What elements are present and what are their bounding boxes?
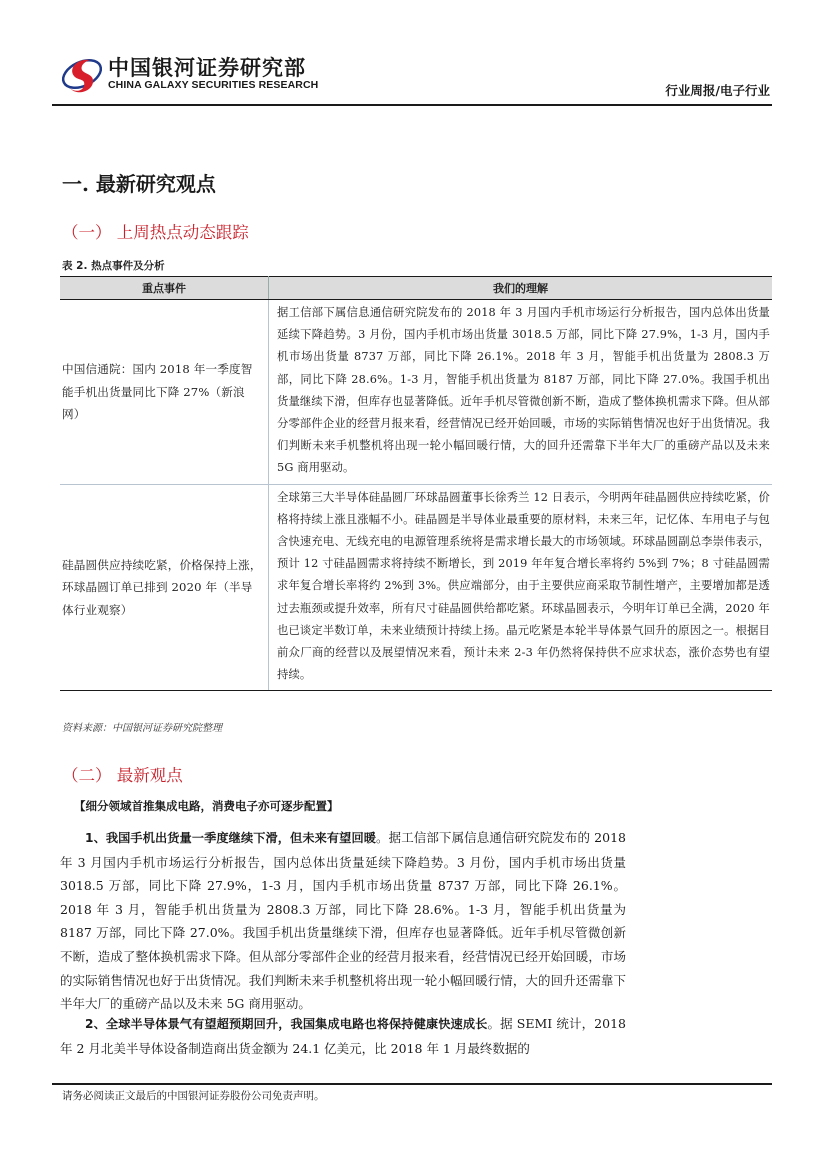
column-header-analysis: 我们的理解: [269, 277, 773, 300]
table-row: [60, 300, 772, 485]
report-type: 行业周报/电子行业: [665, 83, 770, 98]
header-divider: [52, 104, 772, 106]
footer-divider: [52, 1083, 772, 1085]
paragraph-lead: 2、全球半导体景气有望超预期回升，我国集成电路也将保持健康快速成长: [85, 1017, 488, 1031]
table-header-row: [60, 277, 772, 300]
table-source-note: 资料来源：中国银河证券研究院整理: [62, 723, 222, 734]
logo-english-name: CHINA GALAXY SECURITIES RESEARCH: [108, 79, 319, 91]
logo-chinese-name: 中国银河证券研究部: [108, 56, 306, 80]
paragraph-body: 。据工信部下属信息通信研究院发布的 2018 年 3 月国内手机市场运行分析报告，国内总体出货量延续下降趋势。3 月份，国内手机市场出货量 3018.5 万部，同比下降 27.9%，1-3 月，国内手机市场出货量 8737 万部，同比下降 26.1%。2018 年 3 月，智能手机出货量为 2808.3 万部，同比下降 28.6%。1-3 月，智能手机出货量为 8187 万部，同比下降 27.0%。我国手机出货量继续下滑，但库存也显著降低。近年手机尽管微创新不断，造成了整体换机需求下降。但从部分零部件企业的经营月报来看，经营情况已经开始回暖，市场的实际销售情况也好于出货情况。我们判断未来手机整机将出现一轮小幅回暖行情，大的回升还需靠下半年大厂的重磅产品以及未来 5G 商用驱动。: [60, 830, 626, 1012]
paragraph-phone-shipments: [60, 826, 626, 1016]
section-title: 一. 最新研究观点: [62, 172, 216, 196]
paragraph-body: 。据 SEMI 统计，2018 年 2 月北美半导体设备制造商出货金额为 24.1 亿美元，比 2018 年 1 月最终数据的: [60, 1016, 626, 1056]
hot-events-table: [60, 276, 772, 691]
subsection-title-hot-events: （一） 上周热点动态跟踪: [62, 223, 249, 242]
views-banner: 【细分领域首推集成电路，消费电子亦可逐步配置】: [74, 799, 339, 813]
table-row: [60, 484, 772, 691]
footer-disclaimer: 请务必阅读正文最后的中国银河证券股份公司免责声明。: [62, 1090, 325, 1102]
event-cell: 中国信通院：国内 2018 年一季度智能手机出货量同比下降 27%（新浪网）: [60, 300, 269, 485]
event-cell: 硅晶圆供应持续吃紧，价格保持上涨，环球晶圆订单已排到 2020 年（半导体行业观察）: [60, 484, 269, 691]
paragraph-semiconductor: [60, 1012, 626, 1060]
table-caption: 表 2. 热点事件及分析: [62, 260, 165, 272]
column-header-event: 重点事件: [60, 277, 269, 300]
page-header: [52, 48, 772, 104]
analysis-cell: 全球第三大半导体硅晶圆厂环球晶圆董事长徐秀兰 12 日表示，今明两年硅晶圆供应持续吃紧，价格将持续上涨且涨幅不小。硅晶圆是半导体业最重要的原材料，未来三年，记忆体、车用电子与包含快速充电、无线充电的电源管理系统将是需求增长最大的市场领域。环球晶圆副总李崇伟表示，预计 12 寸硅晶圆需求将持续不断增长，到 2019 年年复合增长率将约 5%到 7%；8 寸硅晶圆需求年复合增长率将约 2%到 3%。供应端部分，由于主要供应商采取节制性增产，主要增加都是透过去瓶颈或提升效率，所有尺寸硅晶圆供给都吃紧。环球晶圆表示，今明年订单已全满，2020 年也已谈定半数订单，未来业绩预计持续上扬。晶元吃紧是本轮半导体景气回升的原因之一。根据目前众厂商的经营以及展望情况来看，预计未来 2-3 年仍然将保持供不应求状态，涨价态势也有望持续。: [269, 484, 773, 691]
subsection-title-latest-views: （二） 最新观点: [62, 766, 183, 785]
galaxy-logo-icon: [60, 52, 104, 96]
analysis-cell: 据工信部下属信息通信研究院发布的 2018 年 3 月国内手机市场运行分析报告，国内总体出货量延续下降趋势。3 月份，国内手机市场出货量 3018.5 万部，同比下降 27.9%，1-3 月，国内手机市场出货量 8737 万部，同比下降 26.1%。2018 年 3 月，智能手机出货量为 2808.3 万部，同比下降 28.6%。1-3 月，智能手机出货量为 8187 万部，同比下降 27.0%。我国手机出货量继续下滑，但库存也显著降低。近年手机尽管微创新不断，造成了整体换机需求下降。但从部分零部件企业的经营月报来看，经营情况已经开始回暖，市场的实际销售情况也好于出货情况。我们判断未来手机整机将出现一轮小幅回暖行情，大的回升还需靠下半年大厂的重磅产品以及未来 5G 商用驱动。: [269, 300, 773, 485]
paragraph-lead: 1、我国手机出货量一季度继续下滑，但未来有望回暖: [85, 831, 377, 845]
